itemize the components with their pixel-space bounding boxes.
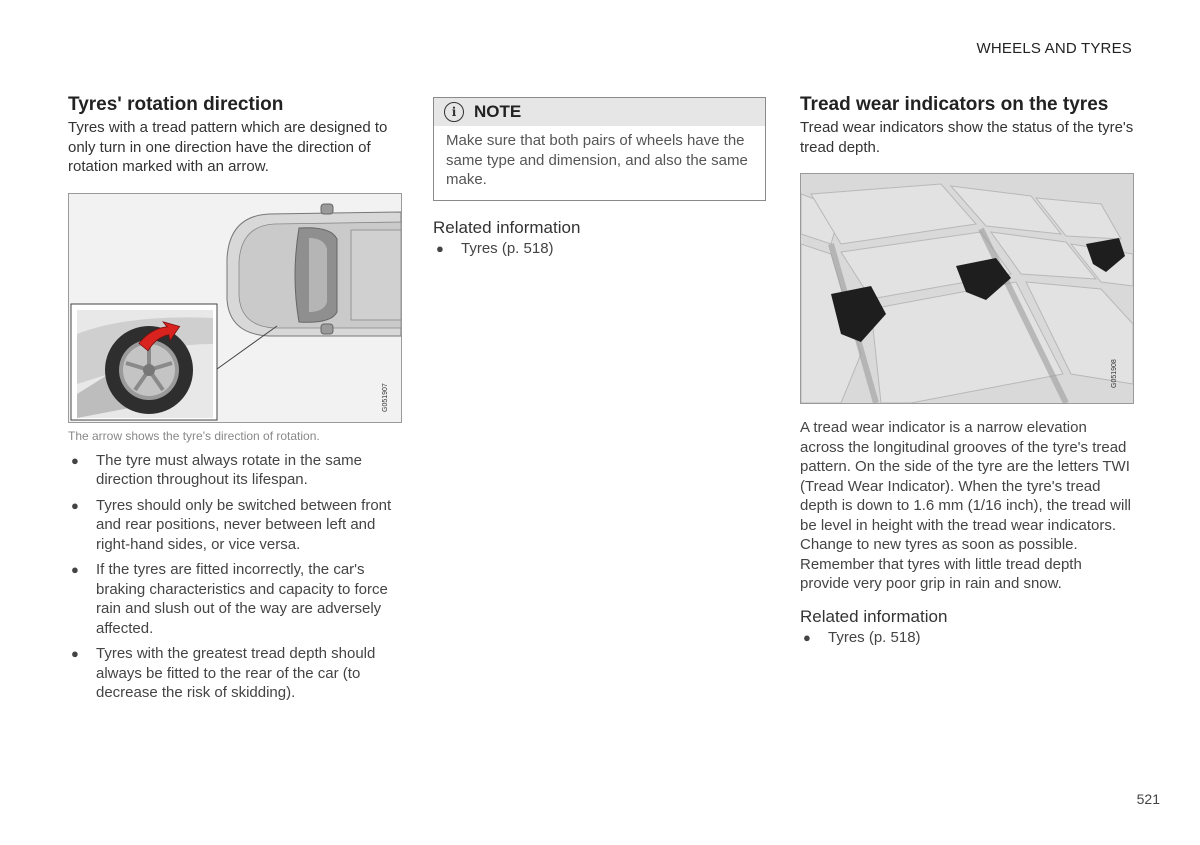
tread-indicator-illustration — [801, 174, 1133, 403]
info-icon: i — [444, 102, 464, 122]
list-item: ● The tyre must always rotate in the same direction throughout its lifespan. — [71, 451, 362, 488]
bullet-icon: ● — [803, 629, 811, 645]
figure-caption: The arrow shows the tyre's direction of rotation. — [68, 428, 320, 443]
related-info-heading: Related information — [800, 606, 948, 626]
rotation-bullet-list — [68, 451, 403, 703]
section-header: WHEELS AND TYRES — [976, 40, 1132, 57]
note-header — [434, 98, 765, 126]
bullet-icon: ● — [71, 497, 79, 513]
tread-wear-body: A tread wear indicator is a narrow elevation across the longitudinal grooves of the tyre's tread pattern. On the side of the tyre are the letters TWI (Tread Wear Indicator). When the tyre's tread depth is down to 1.6 mm (1/16 inch), the tread will be level in height with the tread wear indicators. Change to new tyres as soon as possible. Remember that tyres with little tread depth provide very poor grip in rain and snow. — [800, 419, 1131, 592]
car-wheel-figure — [68, 193, 402, 423]
list-item: ● Tyres should only be switched between front and rear positions, never between left and right-hand sides, or vice versa. — [71, 496, 392, 553]
bullet-icon: ● — [71, 646, 79, 661]
car-top-view-illustration — [69, 194, 401, 422]
bullet-icon: ● — [71, 562, 79, 577]
middle-column — [433, 97, 766, 264]
list-item: ● Tyres with the greatest tread depth should always be fitted to the rear of the car (to decrease the risk of skidding). — [71, 645, 376, 701]
figure-code: G051908 — [1111, 359, 1118, 388]
note-title: NOTE — [474, 102, 522, 121]
list-item: ● If the tyres are fitted incorrectly, the car's braking characteristics and capacity to force rain and slush out of the way are adversely affected. — [71, 561, 388, 637]
related-link[interactable]: ● Tyres (p. 518) — [803, 628, 921, 646]
right-column — [800, 92, 1134, 653]
related-info-list — [800, 628, 1134, 648]
related-info-list — [433, 239, 766, 259]
left-column — [68, 92, 403, 709]
bullet-icon: ● — [436, 240, 444, 256]
page-number: 521 — [1136, 791, 1160, 807]
related-link[interactable]: ● Tyres (p. 518) — [436, 239, 554, 257]
tread-wear-title: Tread wear indicators on the tyres — [800, 94, 1109, 115]
bullet-icon: ● — [71, 452, 79, 468]
related-info-heading: Related information — [433, 217, 581, 237]
figure-code: G051907 — [382, 382, 389, 412]
tread-figure — [800, 173, 1134, 404]
note-box — [433, 97, 766, 201]
rotation-direction-title: Tyres' rotation direction — [68, 94, 284, 115]
rotation-direction-intro: Tyres with a tread pattern which are designed to only turn in one direction have the direction of rotation marked with an arrow. — [68, 119, 388, 175]
tread-wear-intro: Tread wear indicators show the status of the tyre's tread depth. — [800, 119, 1134, 156]
note-body: Make sure that both pairs of wheels have the same type and dimension, and also the same make. — [446, 132, 748, 188]
